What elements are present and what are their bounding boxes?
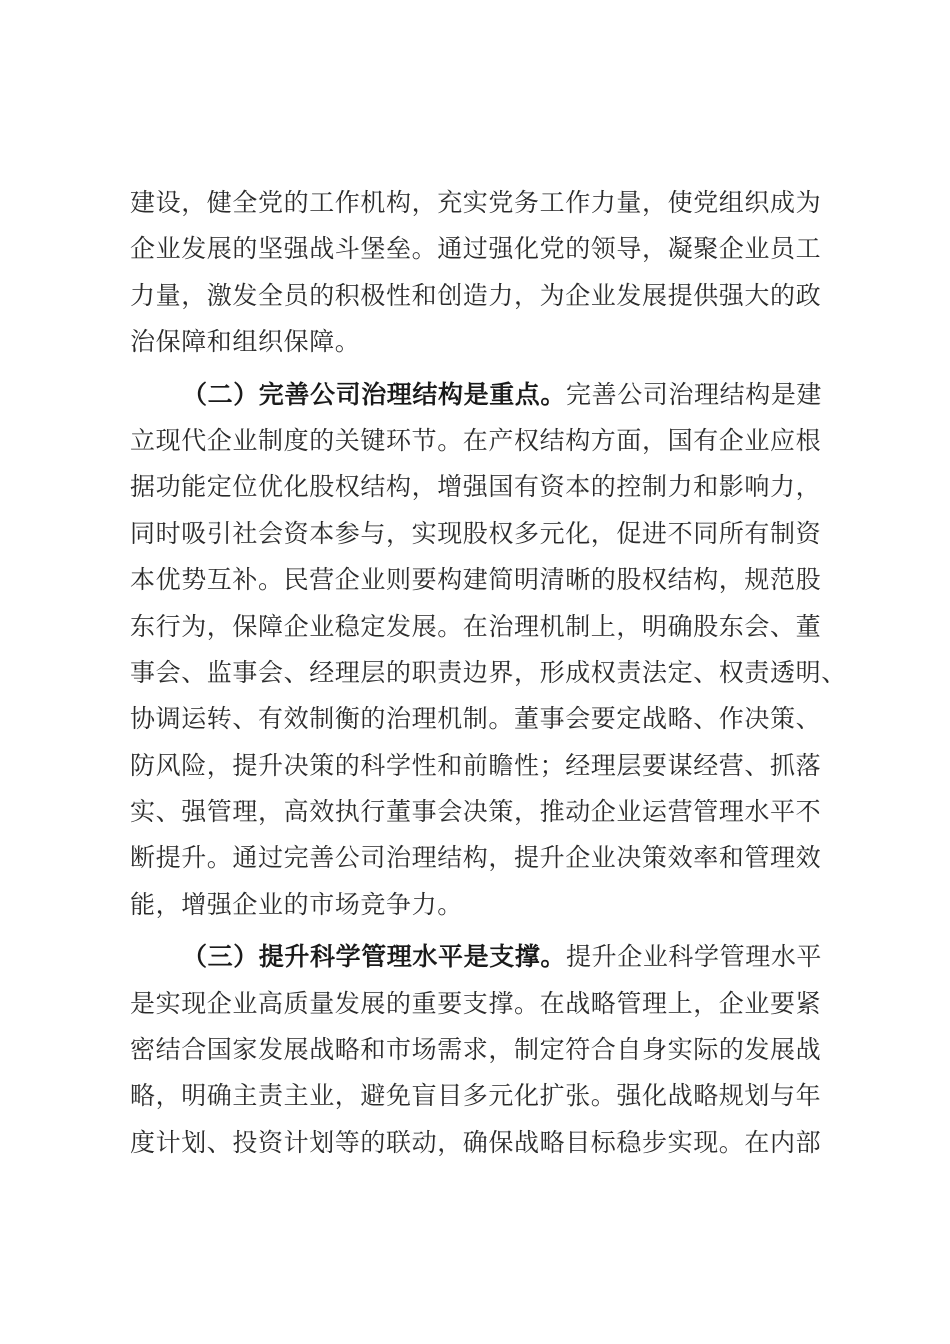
text-line: 建设，健全党的工作机构，充实党务工作力量，使党组织成为 <box>130 188 822 217</box>
paragraph-first-line <box>130 372 840 418</box>
text-line: 是实现企业高质量发展的重要支撑。在战略管理上，企业要紧 <box>130 988 822 1018</box>
paragraph-first-line <box>130 934 840 980</box>
text-line: 事会、监事会、经理层的职责边界，形成权责法定、权责透明、 <box>130 657 847 687</box>
body-text <box>130 180 847 1166</box>
text-line: 同时吸引社会资本参与，实现股权多元化，促进不同所有制资 <box>130 518 822 548</box>
text-line: 协调运转、有效制衡的治理机制。董事会要定战略、作决策、 <box>130 704 822 734</box>
text-line: 略，明确主责主业，避免盲目多元化扩张。强化战略规划与年 <box>130 1081 822 1111</box>
text-line: 企业发展的坚强战斗堡垒。通过强化党的领导，凝聚企业员工 <box>130 234 822 264</box>
text-line: 实、强管理，高效执行董事会决策，推动企业运营管理水平不 <box>130 797 822 827</box>
paragraph-corporate-governance <box>130 372 847 929</box>
text-line: 防风险，提升决策的科学性和前瞻性；经理层要谋经营、抓落 <box>130 750 822 780</box>
text-line: 能，增强企业的市场竞争力。 <box>130 889 463 919</box>
section-heading: （三）提升科学管理水平是支撑。 <box>182 942 567 972</box>
text-line: 密结合国家发展战略和市场需求，制定符合自身实际的发展战 <box>130 1035 822 1065</box>
text-line: 立现代企业制度的关键环节。在产权结构方面，国有企业应根 <box>130 425 822 455</box>
text-run: 完善公司治理结构是建 <box>566 379 823 409</box>
text-line: 治保障和组织保障。 <box>130 327 361 357</box>
text-run: 提升企业科学管理水平 <box>566 942 823 972</box>
paragraph-party-building <box>130 180 840 366</box>
section-heading: （二）完善公司治理结构是重点。 <box>182 379 567 409</box>
text-line: 力量，激发全员的积极性和创造力，为企业发展提供强大的政 <box>130 280 822 310</box>
text-line: 断提升。通过完善公司治理结构，提升企业决策效率和管理效 <box>130 843 822 873</box>
text-line: 本优势互补。民营企业则要构建简明清晰的股权结构，规范股 <box>130 565 822 595</box>
text-line: 东行为，保障企业稳定发展。在治理机制上，明确股东会、董 <box>130 611 822 641</box>
text-line: 度计划、投资计划等的联动，确保战略目标稳步实现。在内部 <box>130 1127 822 1157</box>
text-line: 据功能定位优化股权结构，增强国有资本的控制力和影响力， <box>130 472 822 502</box>
paragraph-scientific-management <box>130 934 840 1166</box>
